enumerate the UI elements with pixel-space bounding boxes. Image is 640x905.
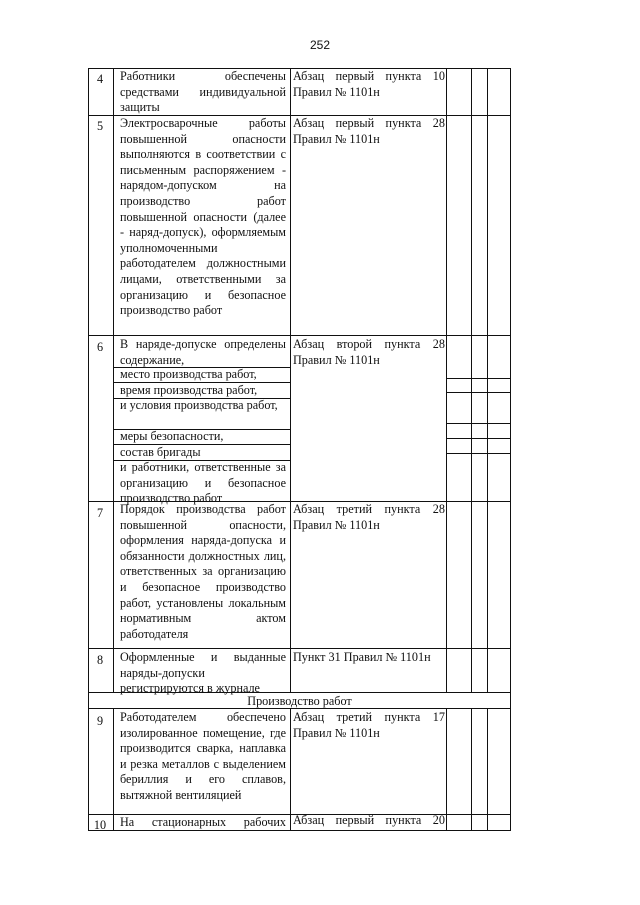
requirement-parts (120, 337, 286, 506)
row-number: 5 (96, 119, 104, 133)
requirement-part: состав бригады (120, 445, 201, 459)
legal-reference: Абзац первый пункта 20 (293, 813, 445, 827)
requirement-part: и работники, ответственные за организацию и безопасное производство работ (120, 460, 286, 506)
row-number: 4 (96, 72, 104, 86)
legal-reference: Пункт 31 Правил № 1101н (293, 650, 431, 664)
requirement-part: время производства работ, (120, 383, 258, 397)
legal-reference: Абзац первый пункта 28 Правил № 1101н (293, 116, 445, 146)
requirement-part: В наряде-допуске определены содержание, (120, 337, 286, 367)
requirement-text: Порядок производства работ повышенной опасности, оформления наряда-допуска и обязанности должностных лиц, ответственных за организацию и безопасное производство работ, установлены локальным нормативным актом работодателя (120, 502, 286, 641)
requirement-text: Работники обеспечены средствами индивидуальной защиты (120, 69, 286, 115)
legal-reference: Абзац третий пункта 28 Правил № 1101н (293, 502, 445, 532)
requirement-text: Работодателем обеспечено изолированное помещение, где производится сварка, наплавка и резка металлов с выделением бериллия и его сплавов, вытяжной вентиляцией (120, 710, 286, 802)
requirement-text: Электросварочные работы повышенной опасности выполняются в соответствии с письменным распоряжением - нарядом-допуском на производство работ повышенной опасности (далее - наряд-допуск), оформляемым уполномоченными работодателем должностными лицами, ответственными за организацию и безопасное производство работ (120, 116, 286, 318)
row-number: 9 (96, 714, 104, 728)
requirement-part: и условия производства работ, (120, 398, 278, 412)
requirement-text: Оформленные и выданные наряды-допуски регистрируются в журнале (120, 650, 286, 696)
legal-reference: Абзац второй пункта 28 Правил № 1101н (293, 337, 445, 367)
requirement-text: На стационарных рабочих (120, 815, 286, 829)
row-number: 10 (93, 818, 107, 832)
row-number: 6 (96, 340, 104, 354)
row-number: 7 (96, 506, 104, 520)
legal-reference: Абзац первый пункта 10 Правил № 1101н (293, 69, 445, 99)
row-number: 8 (96, 653, 104, 667)
legal-reference: Абзац третий пункта 17 Правил № 1101н (293, 710, 445, 740)
requirement-part: место производства работ, (120, 367, 257, 381)
section-title: Производство работ (247, 694, 352, 708)
requirement-part: меры безопасности, (120, 429, 224, 443)
page-number: 252 (309, 38, 331, 52)
